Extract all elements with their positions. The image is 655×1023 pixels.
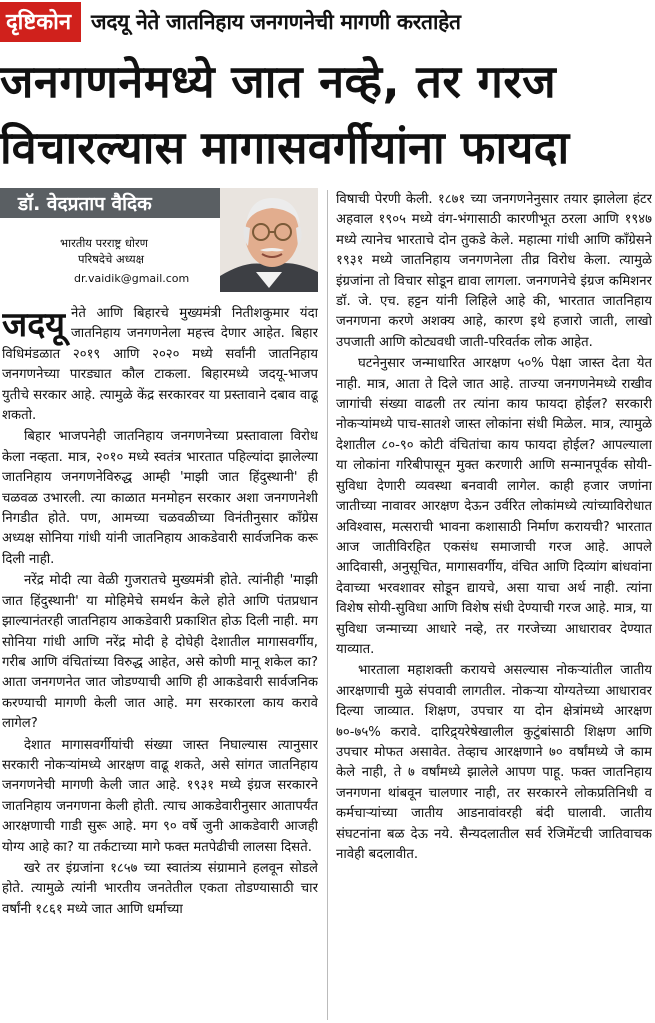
author-email: dr.vaidik@gmail.com: [74, 272, 190, 285]
dropcap: जदयू: [2, 305, 66, 345]
author-role-line-2: परिषदेचे अध्यक्ष: [78, 252, 144, 266]
article-column-right: [336, 190, 652, 1020]
author-name: डॉ. वेदप्रताप वैदिक: [18, 193, 152, 215]
article-paragraph: बिहार भाजपनेही जातनिहाय जनगणनेच्या प्रस्तावाला विरोध केला नव्हता. मात्र, २०१० मध्ये स्वतंत्र भारतात पहिल्यांदा झालेल्या जातनिहाय जनगणनेविरुद्ध आम्ही 'माझी जात हिंदुस्थानी' ही चळवळ उभारली. त्या काळात मनमोहन सरकार अशा जनगणनेशी निगडीत होते. पण, आमच्या चळवळीच्या विनंतीनुसार काँग्रेस अध्यक्ष सोनिया गांधी यांनी जातनिहाय आकडेवारी सार्वजनिक करू दिली नाही.: [2, 429, 318, 567]
article-paragraph: नरेंद्र मोदी त्या वेळी गुजरातचे मुख्यमंत्री होते. त्यांनीही 'माझी जात हिंदुस्थानी' या मोहिमेचे समर्थन केले होते आणि पंतप्रधान झाल्यानंतरही जातनिहाय आकडेवारी प्रकाशित होऊ दिली नाही. मग सोनिया गांधी आणि नरेंद्र मोदी हे दोघेही देशातील मागासवर्गीय, गरीब आणि वंचितांच्या विरुद्ध आहेत, असे कोणी मानू शकेल का? आता जनगणनेत जात जोडण्याची आणि ही आकडेवारी सार्वजनिक करण्याची मागणी केली जात आहे. मग सरकारला काय करावे लागेल?: [2, 573, 318, 732]
article-paragraph: विषाची पेरणी केली. १८७१ च्या जनगणनेनुसार तयार झालेला हंटर अहवाल १९०५ मध्ये वंग-भंगासाठी कारणीभूत ठरला आणि १९४७ मध्ये त्यानेच भारताचे दोन तुकडे केले. महात्मा गांधी आणि काँग्रेसने १९३१ मध्ये जातनिहाय जनगणनेला तीव्र विरोध केला. त्यामुळे इंग्रजांना तो विचार सोडून द्यावा लागला. जनगणनेचे इंग्रज कमिशनर डॉ. जे. एच. हट्टन यांनी लिहिले आहे की, भारतात जातनिहाय जनगणना करणे अशक्य आहे, कारण इथे हजारो जाती, लाखो उपजाती आणि कोट्यवधी जाती-परिवर्तक लोक आहेत.: [336, 192, 652, 350]
article-paragraph: [2, 304, 318, 426]
article-paragraph: खरे तर इंग्रजांना १८५७ च्या स्वातंत्र्य संग्रामाने हलवून सोडले होते. त्यामुळे त्यांनी भारतीय जनतेतील एकता तोडण्यासाठी चार वर्षांनी १८६१ मध्ये जात आणि धर्माच्या: [2, 860, 318, 917]
headline-line-1: जनगणनेमध्ये जात नव्हे, तर गरज: [0, 55, 557, 108]
headline-line-2: विचारल्यास मागासवर्गीयांना फायदा: [0, 121, 570, 174]
article-paragraph: भारताला महाशक्ती करायचे असल्यास नोकऱ्यांतील जातीय आरक्षणाची मुळे संपवावी लागतील. नोकऱ्या योग्यतेच्या आधारावर दिल्या जाव्यात. शिक्षण, उपचार या दोन क्षेत्रांमध्ये आरक्षण ७०-७५% करावे. दारिद्र्यरेषेखालील कुटुंबांसाठी शिक्षण आणि उपचार मोफत असावेत. तेव्हाच आरक्षणाने ७० वर्षांमध्ये जे काम केले नाही, ते ७ वर्षांमध्ये झालेले आपण पाहू. फक्त जातनिहाय जनगणना थांबवून चालणार नाही, तर सरकारने लोकप्रतिनिधी व कर्मचाऱ्यांच्या जातीय आडनावांवरही बंदी घालावी. जातीय संघटनांना बळ देऊ नये. सैन्यदलातील सर्व रेजिमेंटची जातिवाचक नावेही बदलावीत.: [336, 663, 652, 862]
kicker-row: [0, 0, 655, 44]
kicker-text: जदयू नेते जातनिहाय जनगणनेची मागणी करताहेत: [91, 10, 461, 34]
paragraph-text: नेते आणि बिहारचे मुख्यमंत्री नितीशकुमार यंदा जातनिहाय जनगणनेला महत्त्व देणार आहेत. बिहार विधिमंडळात २०१९ आणि २०२० मध्ये सर्वांनी जातनिहाय जनगणनेच्या पारड्यात कौल टाकला. बिहारमध्ये जदयू-भाजप युतीचे सरकार आहे. त्यामुळे केंद्र सरकारवर या प्रस्तावाने दबाव वाढू शकतो.: [2, 306, 318, 424]
author-role-line-1: भारतीय परराष्ट्र धोरण: [60, 236, 148, 250]
article-paragraph: देशात मागासवर्गीयांची संख्या जास्त निघाल्यास त्यानुसार सरकारी नोकऱ्यांमध्ये आरक्षण वाढू शकते, असे सांगत जातनिहाय जनगणनेची मागणी केली जात आहे. १९३१ मध्ये इंग्रज सरकारने जातनिहाय जनगणना केली होती. त्याच आकडेवारीनुसार आतापर्यंत आरक्षणाची गाडी सुरू आहे. मग ९० वर्षे जुनी आकडेवारी आजही योग्य आहे का? या तर्कटाच्या मागे फक्त मतपेढीची लालसा दिसते.: [2, 737, 318, 855]
column-divider: [327, 190, 328, 1020]
article-paragraph: घटनेनुसार जन्माधारित आरक्षण ५०% पेक्षा जास्त देता येत नाही. मात्र, आता ते दिले जात आहे. ताज्या जनगणनेमध्ये राखीव जागांची संख्या वाढली तर त्यांना काय फायदा होईल? सरकारी नोकऱ्यांमध्ये पाच-सातशे जास्त लोकांना संधी मिळेल. मात्र, त्यामुळे देशातील ८०-९० कोटी वंचितांचा काय फायदा होईल? आपल्याला या लोकांना गरिबीपासून मुक्त करणारी आणि सन्मानपूर्वक सोयी-सुविधा देणारी व्यवस्था बनवावी लागेल. काही हजार जणांना जातीच्या नावावर आरक्षण देऊन उर्वरित लोकांमध्ये त्यांच्याविरोधात अविश्वास, मत्सराची भावना कशासाठी निर्माण करायची? भारतात आज जातीविरहित एकसंध समाजाची गरज आहे. आपले आदिवासी, अनुसूचित, मागासवर्गीय, वंचित आणि दिव्यांग बांधवांना देवाच्या भरवशावर सोडून द्यायचे, असा याचा अर्थ नाही. त्यांना विशेष सोयी-सुविधा आणि विशेष संधी देण्याची गरज आहे. मात्र, या सुविधा जन्माच्या आधारे नव्हे, तर गरजेच्या आधारावर देण्यात याव्यात.: [336, 356, 652, 657]
author-portrait: [220, 188, 318, 292]
section-badge: दृष्टिकोन: [0, 2, 81, 42]
article-column-left: [2, 304, 318, 1020]
